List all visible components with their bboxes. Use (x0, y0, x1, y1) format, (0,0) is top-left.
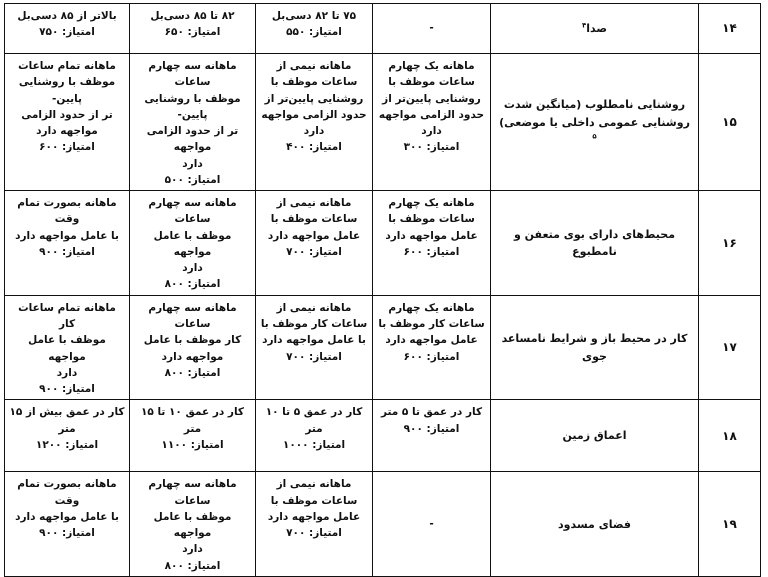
level-description: بالاتر از ۸۵ دسی‌بل (17, 10, 117, 22)
level-cell (256, 4, 373, 54)
level-cell (5, 400, 130, 472)
level-description: کار در عمق بیش از ۱۵ متر (9, 406, 125, 435)
level-description: ماهانه نیمی از ساعات موظف با عامل مواجهه دارد (267, 478, 361, 523)
level-score: امتیاز: ۷۰۰ (286, 245, 342, 258)
level-score: امتیاز: ۹۰۰ (39, 383, 95, 396)
level-cell (5, 54, 130, 191)
level-cell (256, 472, 373, 577)
level-description: کار در عمق ۱۰ تا ۱۵ متر (140, 406, 245, 435)
level-score: امتیاز: ۷۰۰ (286, 350, 342, 363)
level-description: ۸۲ تا ۸۵ دسی‌بل (150, 10, 235, 22)
level-score: امتیاز: ۷۵۰ (39, 26, 95, 39)
factor-cell (491, 54, 699, 191)
level-cell (373, 295, 491, 400)
level-cell (373, 400, 491, 472)
row-number: ۱۸ (699, 400, 761, 472)
level-cell (130, 400, 256, 472)
level-cell (256, 400, 373, 472)
factor-text: محیط‌های دارای بوی متعفن و نامطبوع (513, 227, 676, 258)
scoring-table (4, 3, 761, 577)
level-cell (5, 191, 130, 296)
table-row (5, 54, 761, 191)
level-description: ماهانه یک چهارم ساعات موظف با روشنایی پایین‌تر از حدود الزامی مواجهه دارد (378, 60, 485, 138)
level-score: امتیاز: ۸۰۰ (164, 366, 221, 379)
factor-text: صدا (586, 21, 608, 35)
level-cell (256, 54, 373, 191)
level-cell (5, 4, 130, 54)
level-description: ماهانه تمام ساعات موظف با روشنایی پایین- تر از حدود الزامی مواجهه دارد (18, 60, 116, 138)
level-score: امتیاز: ۵۰۰ (164, 173, 221, 186)
level-score: امتیاز: ۳۰۰ (403, 141, 460, 154)
level-cell (256, 295, 373, 400)
level-description: ماهانه بصورت تمام وقت با عامل مواجهه دارد (15, 197, 119, 242)
level-description: کار در عمق تا ۵ متر (380, 406, 483, 419)
factor-text: اعماق زمین (562, 429, 627, 443)
level-description: ماهانه سه چهارم ساعات کار موظف با عامل مواجهه دارد (143, 301, 242, 363)
level-description: ماهانه نیمی از ساعات موظف با عامل مواجهه دارد (267, 197, 361, 242)
level-description: ماهانه سه چهارم ساعات موظف با روشنایی پایین- تر از حدود الزامی مواجهه دارد (144, 60, 241, 170)
factor-text: فضای مسدود (558, 517, 631, 531)
level-score: امتیاز: ۱۲۰۰ (35, 438, 99, 451)
level-score: امتیاز: ۱۰۰۰ (282, 438, 346, 451)
factor-cell (491, 4, 699, 54)
level-score: امتیاز: ۶۵۰ (164, 26, 221, 39)
level-cell (256, 191, 373, 296)
level-score: امتیاز: ۶۰۰ (39, 141, 95, 154)
level-cell (130, 4, 256, 54)
level-cell (130, 472, 256, 577)
level-description: ماهانه تمام ساعات کار موظف با عامل مواجهه دارد (18, 301, 116, 379)
level-score: امتیاز: ۸۰۰ (164, 559, 221, 572)
level-score: امتیاز: ۶۰۰ (403, 245, 460, 258)
factor-cell (491, 191, 699, 296)
factor-text: روشنایی نامطلوب (میانگین شدت روشنایی عمومی داخلی یا موضعی) (499, 98, 690, 129)
table-row (5, 472, 761, 577)
level-score: امتیاز: ۸۰۰ (164, 278, 221, 291)
level-score: امتیاز: ۹۰۰ (403, 422, 460, 435)
level-description: ماهانه یک چهارم ساعات موظف با عامل مواجهه دارد (385, 197, 478, 242)
level-description: ماهانه سه چهارم ساعات موظف با عامل مواجهه دارد (148, 197, 237, 275)
level-cell (130, 191, 256, 296)
row-number: ۱۷ (699, 295, 761, 400)
row-number: ۱۹ (699, 472, 761, 577)
level-cell (373, 54, 491, 191)
level-cell (373, 4, 491, 54)
row-number: ۱۵ (699, 54, 761, 191)
level-score: امتیاز: ۷۰۰ (286, 527, 342, 540)
table-row (5, 191, 761, 296)
footnote-marker: ۴ (581, 21, 587, 30)
level-cell (130, 295, 256, 400)
level-score: امتیاز: ۹۰۰ (39, 245, 95, 258)
level-description: کار در عمق ۵ تا ۱۰ متر (265, 406, 363, 435)
level-cell (5, 295, 130, 400)
factor-cell (491, 472, 699, 577)
level-description: ۷۵ تا ۸۲ دسی‌بل (271, 10, 357, 22)
footnote-marker: ۵ (592, 131, 597, 140)
factor-text: کار در محیط باز و شرایط نامساعد جوی (501, 332, 688, 363)
level-description: ماهانه نیمی از ساعات کار موظف با با عامل مواجهه دارد (260, 301, 368, 347)
level-score: امتیاز: ۹۰۰ (39, 527, 95, 540)
level-description: - (429, 22, 434, 35)
level-score: امتیاز: ۶۰۰ (403, 350, 460, 363)
row-number: ۱۶ (699, 191, 761, 296)
level-cell (130, 54, 256, 191)
level-description: - (429, 517, 434, 530)
level-cell (373, 472, 491, 577)
row-number: ۱۴ (699, 4, 761, 54)
table-row (5, 400, 761, 472)
level-description: ماهانه نیمی از ساعات موظف با روشنایی پایین‌تر از حدود الزامی مواجهه دارد (261, 60, 367, 138)
level-description: ماهانه سه چهارم ساعات موظف با عامل مواجهه دارد (148, 478, 237, 556)
level-cell (5, 472, 130, 577)
table-row (5, 4, 761, 54)
factor-cell (491, 295, 699, 400)
level-score: امتیاز: ۱۱۰۰ (161, 438, 224, 451)
level-score: امتیاز: ۵۵۰ (286, 26, 342, 39)
level-cell (373, 191, 491, 296)
table-row (5, 295, 761, 400)
factor-cell (491, 400, 699, 472)
level-score: امتیاز: ۴۰۰ (286, 141, 342, 154)
level-description: ماهانه بصورت تمام وقت با عامل مواجهه دارد (15, 478, 119, 523)
level-description: ماهانه یک چهارم ساعات کار موظف با عامل مواجهه دارد (378, 301, 485, 347)
